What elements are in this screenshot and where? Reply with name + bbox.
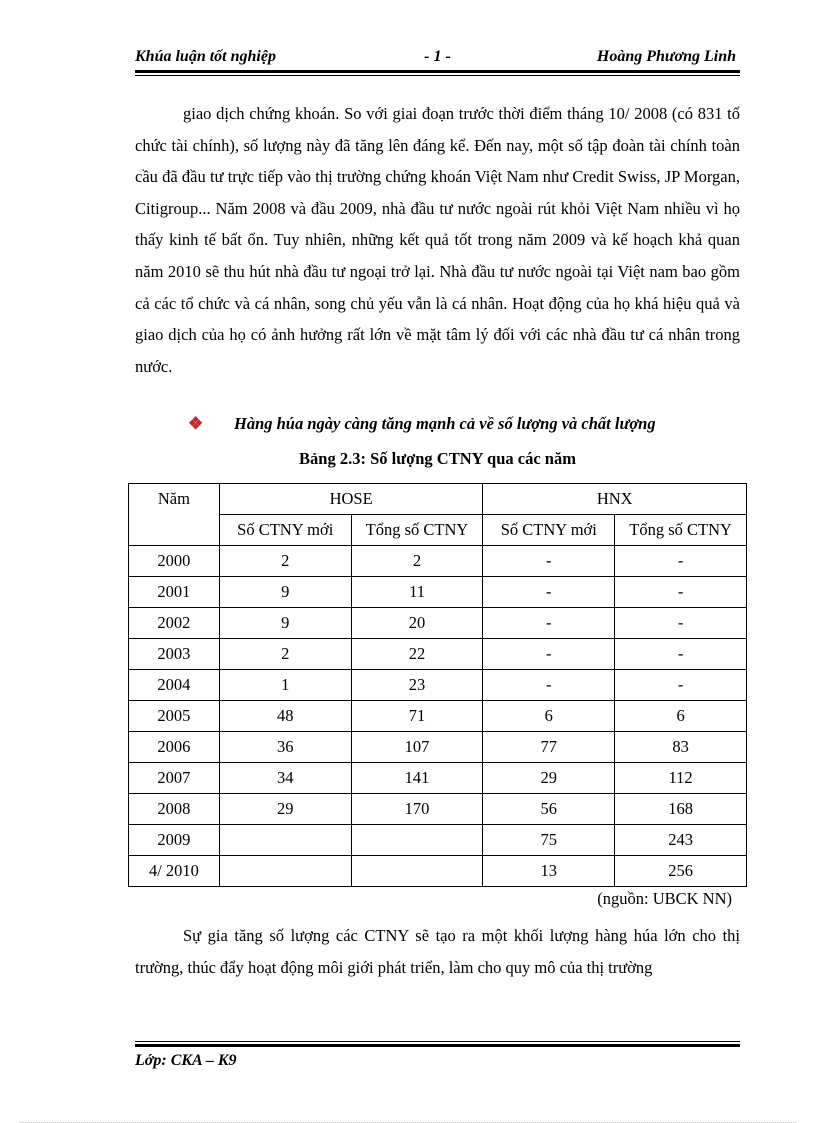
cell-hnx-total: - xyxy=(615,670,747,701)
cell-hnx-total: - xyxy=(615,608,747,639)
header-hnx-new: Số CTNY mới xyxy=(483,515,615,546)
footer-rule-thin xyxy=(135,1041,740,1042)
cell-year: 2003 xyxy=(129,639,220,670)
header-year: Năm xyxy=(129,484,220,546)
header-hnx: HNX xyxy=(483,484,747,515)
table-row xyxy=(129,732,747,763)
cell-hnx-new: 29 xyxy=(483,763,615,794)
cell-hose-new xyxy=(219,825,351,856)
cell-hose-total: 2 xyxy=(351,546,483,577)
cell-hnx-new: 77 xyxy=(483,732,615,763)
cell-year: 2008 xyxy=(129,794,220,825)
cell-hnx-total: - xyxy=(615,639,747,670)
cell-hnx-total: 6 xyxy=(615,701,747,732)
cell-year: 2004 xyxy=(129,670,220,701)
header-hose-total: Tổng số CTNY xyxy=(351,515,483,546)
table-row xyxy=(129,763,747,794)
cell-hose-new: 34 xyxy=(219,763,351,794)
cell-hnx-total: 112 xyxy=(615,763,747,794)
footer-rule-thick xyxy=(135,1044,740,1047)
header-hnx-total: Tổng số CTNY xyxy=(615,515,747,546)
ctny-table xyxy=(128,483,747,887)
cell-hose-new: 36 xyxy=(219,732,351,763)
header-author: Hoàng Phương Linh xyxy=(596,48,736,65)
cell-hose-total: 71 xyxy=(351,701,483,732)
cell-hose-total: 107 xyxy=(351,732,483,763)
cell-hose-total: 170 xyxy=(351,794,483,825)
table-header-row xyxy=(129,484,747,515)
cell-year: 2005 xyxy=(129,701,220,732)
cell-hnx-new: 75 xyxy=(483,825,615,856)
cell-hnx-new: - xyxy=(483,608,615,639)
bullet-heading xyxy=(188,414,748,434)
cell-hnx-new: 6 xyxy=(483,701,615,732)
cell-year: 2001 xyxy=(129,577,220,608)
header-hose: HOSE xyxy=(219,484,483,515)
header-hose-new: Số CTNY mới xyxy=(219,515,351,546)
table-row xyxy=(129,546,747,577)
cell-hose-new: 9 xyxy=(219,577,351,608)
table-row xyxy=(129,639,747,670)
cell-hnx-total: 83 xyxy=(615,732,747,763)
cell-hnx-total: - xyxy=(615,577,747,608)
cell-hose-new: 1 xyxy=(219,670,351,701)
cell-hose-total xyxy=(351,856,483,887)
cell-year: 2009 xyxy=(129,825,220,856)
cell-hose-new: 48 xyxy=(219,701,351,732)
table-row xyxy=(129,856,747,887)
header-page-number: - 1 - xyxy=(424,48,451,65)
table-row xyxy=(129,825,747,856)
table-caption: Bảng 2.3: Số lượng CTNY qua các năm xyxy=(299,449,576,468)
cell-year: 2002 xyxy=(129,608,220,639)
cell-hnx-new: 13 xyxy=(483,856,615,887)
cell-hose-new: 2 xyxy=(219,546,351,577)
table-row xyxy=(129,670,747,701)
cell-hose-total xyxy=(351,825,483,856)
cell-hose-new: 2 xyxy=(219,639,351,670)
diamond-bullet-icon: ❖ xyxy=(188,414,204,433)
cell-hose-total: 11 xyxy=(351,577,483,608)
cell-year: 4/ 2010 xyxy=(129,856,220,887)
cell-hnx-new: - xyxy=(483,670,615,701)
cell-hose-total: 141 xyxy=(351,763,483,794)
cell-hnx-total: 256 xyxy=(615,856,747,887)
table-row xyxy=(129,701,747,732)
header-rule-thick xyxy=(135,70,740,73)
cell-year: 2007 xyxy=(129,763,220,794)
cell-hnx-new: - xyxy=(483,577,615,608)
cell-year: 2006 xyxy=(129,732,220,763)
table-row xyxy=(129,794,747,825)
table-subheader-row xyxy=(129,515,747,546)
table-row xyxy=(129,608,747,639)
cell-hose-new: 9 xyxy=(219,608,351,639)
cell-hnx-new: - xyxy=(483,546,615,577)
cell-hnx-new: 56 xyxy=(483,794,615,825)
table-row xyxy=(129,577,747,608)
bullet-heading-text: Hàng húa ngày càng tăng mạnh cả về số lượng và chất lượng xyxy=(234,414,656,433)
table-source-note: (nguồn: UBCK NN) xyxy=(597,889,732,908)
cell-hnx-total: 168 xyxy=(615,794,747,825)
page-header xyxy=(135,46,740,68)
body-paragraph-1: giao dịch chứng khoán. So với giai đoạn trước thời điểm tháng 10/ 2008 (có 831 tổ chức tài chính), số lượng này đã tăng lên đáng kể. Đến nay, một số tập đoàn tài chính toàn cầu đã đầu tư trực tiếp vào thị trường chứng khoán Việt Nam như Credit Swiss, JP Morgan, Citigroup... Năm 2008 và đầu 2009, nhà đầu tư nước ngoài rút khỏi Việt Nam nhiều vì họ thấy kinh tế bất ổn. Tuy nhiên, những kết quả tốt trong năm 2009 và kế hoạch khả quan năm 2010 sẽ thu hút nhà đầu tư ngoại trở lại. Nhà đầu tư nước ngoài tại Việt nam bao gồm cả các tổ chức và cá nhân, song chủ yếu vẫn là cá nhân. Hoạt động của họ khá hiệu quả và giao dịch của họ có ảnh hưởng rất lớn về mặt tâm lý đối với các nhà đầu tư cá nhân trong nước. xyxy=(135,104,740,376)
cell-hnx-total: - xyxy=(615,546,747,577)
cell-hnx-new: - xyxy=(483,639,615,670)
cell-year: 2000 xyxy=(129,546,220,577)
cell-hose-new: 29 xyxy=(219,794,351,825)
body-paragraph-2: Sự gia tăng số lượng các CTNY sẽ tạo ra một khối lượng hàng húa lớn cho thị trường, thúc đẩy hoạt động môi giới phát triển, làm cho quy mô của thị trường xyxy=(135,926,740,977)
header-rule-thin xyxy=(135,75,740,76)
cell-hose-new xyxy=(219,856,351,887)
cell-hnx-total: 243 xyxy=(615,825,747,856)
page-footer: Lớp: CKA – K9 xyxy=(135,1052,237,1069)
cell-hose-total: 23 xyxy=(351,670,483,701)
cell-hose-total: 22 xyxy=(351,639,483,670)
cell-hose-total: 20 xyxy=(351,608,483,639)
header-thesis-title: Khúa luận tốt nghiệp xyxy=(135,48,276,65)
